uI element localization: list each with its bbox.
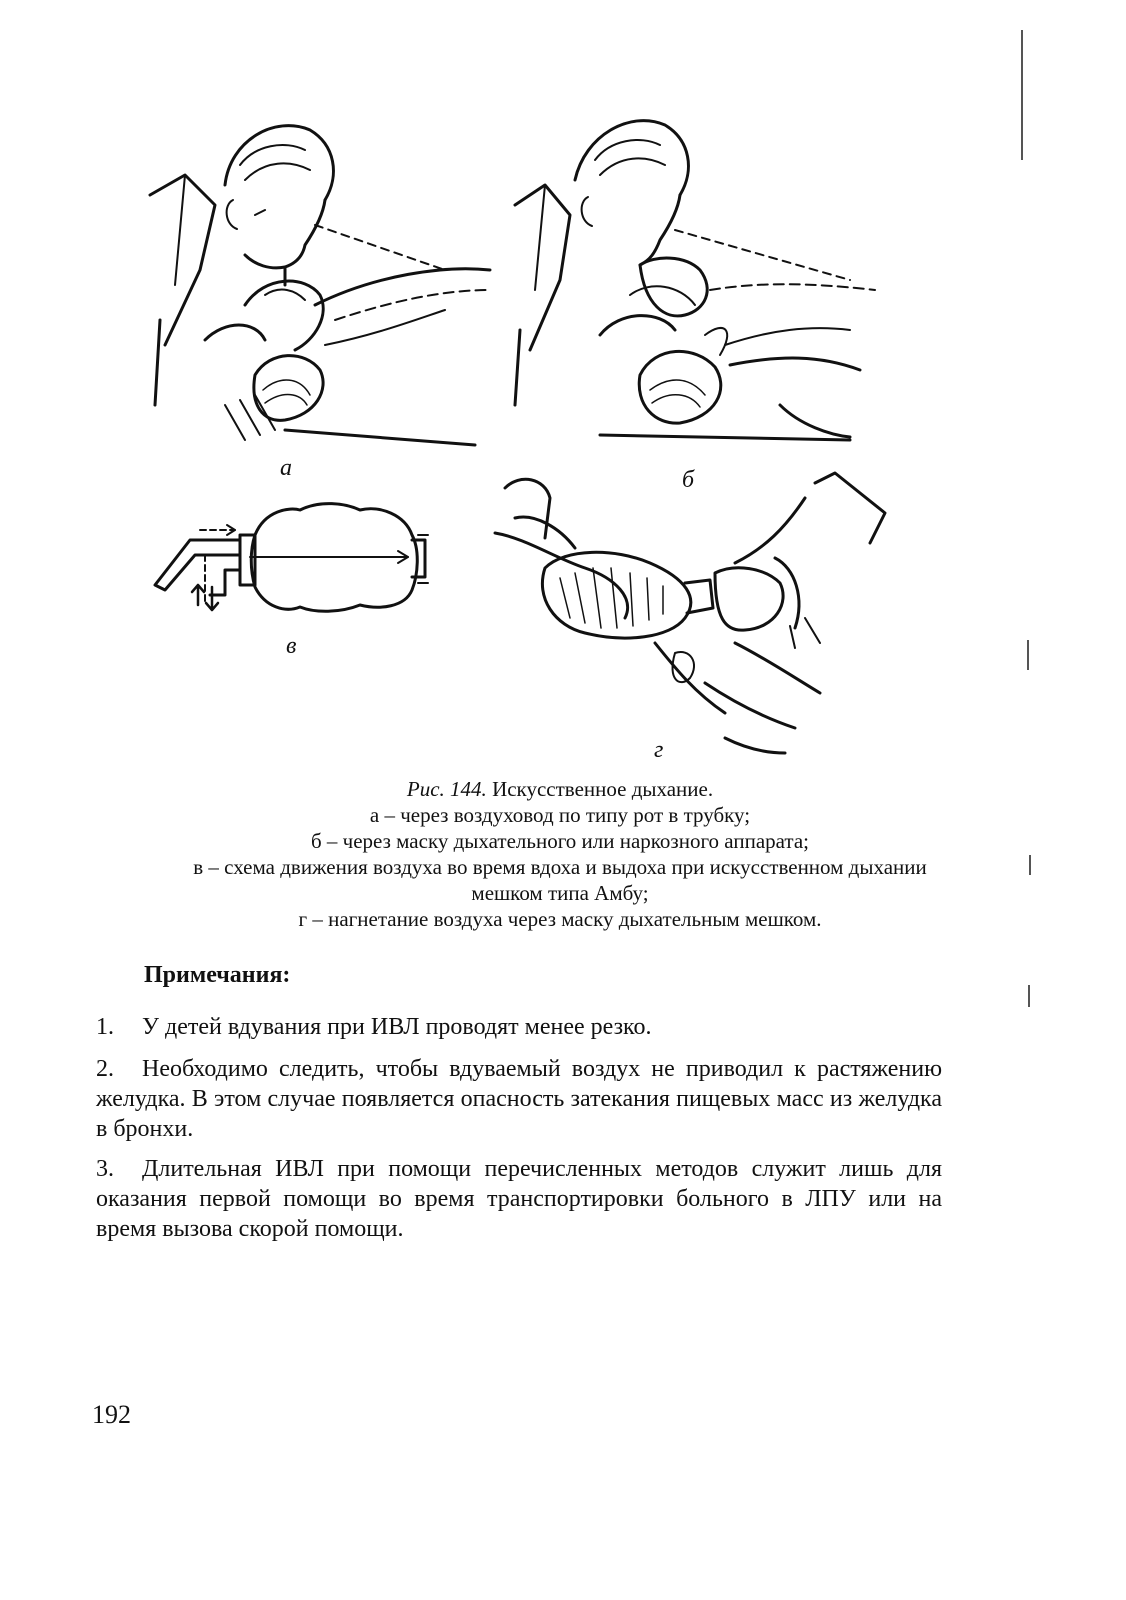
caption-title-line xyxy=(60,776,1060,802)
page-number: 192 xyxy=(92,1400,131,1429)
notes-title: Примечания: xyxy=(144,962,291,988)
illustration-v xyxy=(150,495,440,625)
note-item xyxy=(96,1012,942,1042)
note-number: 3. xyxy=(96,1156,114,1182)
illustration-b xyxy=(510,105,880,450)
scan-edge-line xyxy=(1028,985,1030,1007)
figure-label-v: в xyxy=(286,633,297,659)
figure-number: Рис. 144. xyxy=(406,777,487,801)
note-number: 1. xyxy=(96,1014,114,1040)
note-item xyxy=(96,1054,942,1144)
note-item xyxy=(96,1154,942,1244)
caption-line-v: в – схема движения воздуха во время вдоха и выдоха при искусственном дыхании xyxy=(193,855,927,879)
illustration-a xyxy=(145,105,505,465)
caption-line-v-cont: мешком типа Амбу; xyxy=(471,881,649,905)
note-text: У детей вдувания при ИВЛ проводят менее резко. xyxy=(142,1014,652,1040)
figure-title: Искусственное дыхание. xyxy=(492,777,714,801)
caption-line-b: б – через маску дыхательного или наркозного аппарата; xyxy=(310,829,810,853)
figure-label-b: б xyxy=(682,467,695,493)
caption-line-g: г – нагнетание воздуха через маску дыхательным мешком. xyxy=(298,907,822,931)
caption-line-a: а – через воздуховод по типу рот в трубку; xyxy=(369,803,751,827)
note-number: 2. xyxy=(96,1056,114,1082)
scan-edge-line xyxy=(1027,640,1029,670)
scan-edge-line xyxy=(1021,30,1023,160)
note-text: Длительная ИВЛ при помощи перечисленных методов служит лишь для оказания первой помощи во время транспортировки больного в ЛПУ или на время вызова скорой помощи. xyxy=(96,1156,942,1242)
illustration-g xyxy=(475,468,900,758)
figure-label-a: а xyxy=(280,455,292,481)
note-text: Необходимо следить, чтобы вдуваемый воздух не приводил к растяжению желудка. В этом случае появляется опасность затекания пищевых масс из желудка в бронхи. xyxy=(96,1056,942,1142)
figure-caption xyxy=(60,776,1060,932)
figure-label-g: г xyxy=(654,737,664,763)
